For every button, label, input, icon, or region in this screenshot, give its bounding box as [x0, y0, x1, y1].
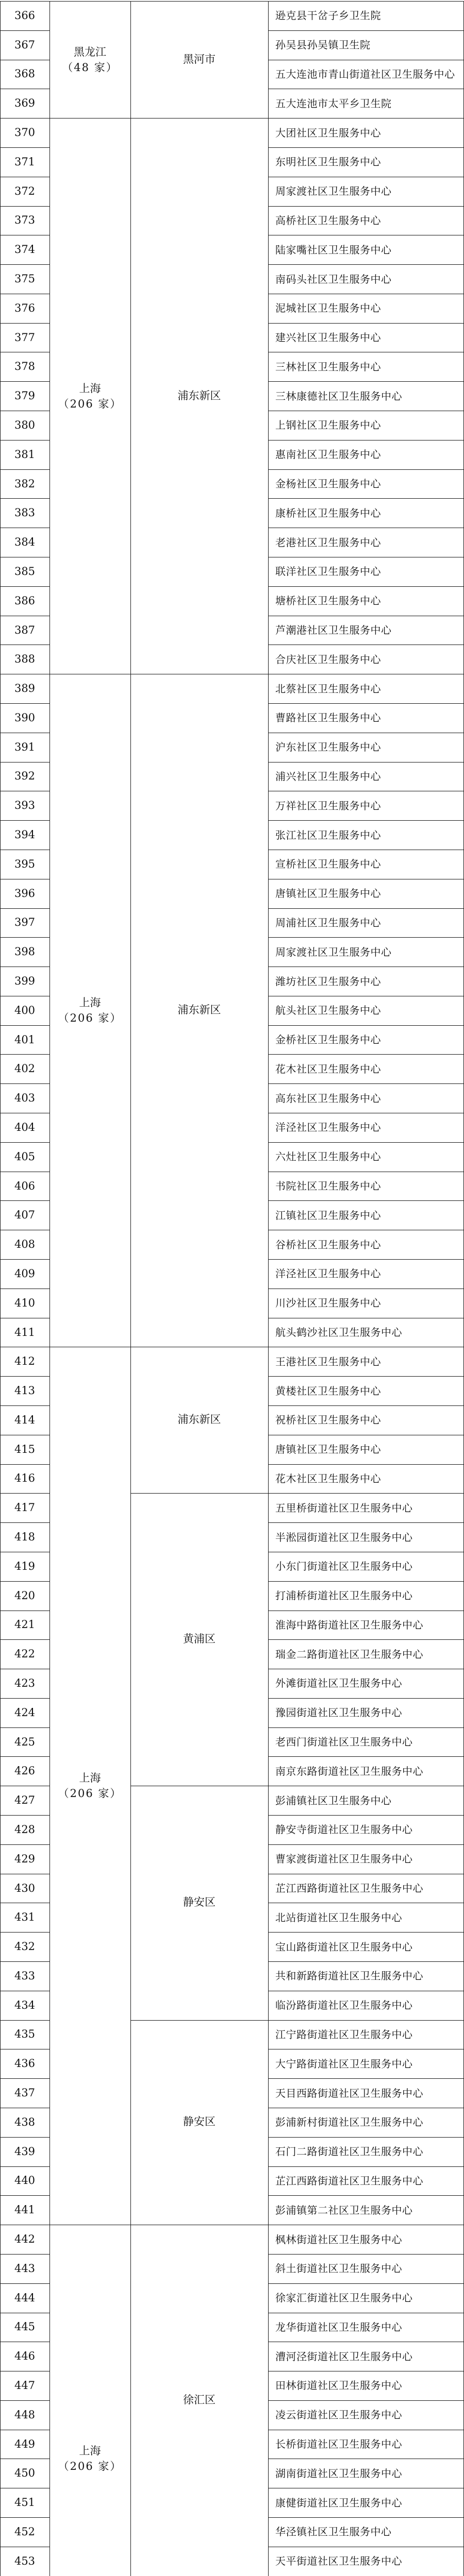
- row-rule-num: [0, 2254, 50, 2255]
- institution-name: 共和新路街道社区卫生服务中心: [275, 1970, 423, 1982]
- row-rule-name: [268, 1961, 464, 1962]
- row-number: 408: [14, 1238, 36, 1250]
- row-number: 398: [14, 945, 36, 958]
- row-rule-name: [268, 2195, 464, 2196]
- row-number: 382: [14, 478, 36, 490]
- institution-name: 惠南社区卫生服务中心: [275, 448, 381, 461]
- institution-name: 花木社区卫生服务中心: [275, 1063, 381, 1075]
- row-rule-num: [0, 1756, 50, 1757]
- institution-name: 天目西路街道社区卫生服务中心: [275, 2087, 423, 2099]
- row-rule-name: [268, 2020, 464, 2021]
- province-cell: [49, 44, 130, 76]
- row-rule-name: [268, 2078, 464, 2079]
- institution-name: 芷江西路街道社区卫生服务中心: [275, 1882, 423, 1894]
- institution-name: 浦兴社区卫生服务中心: [275, 770, 381, 783]
- province-count: （206 家）: [58, 1012, 122, 1025]
- row-number: 383: [14, 506, 36, 519]
- row-rule-num: [0, 1815, 50, 1816]
- row-rule-num: [0, 2137, 50, 2138]
- institution-name: 六灶社区卫生服务中心: [275, 1150, 381, 1163]
- row-rule-name: [268, 323, 464, 324]
- column-rule: [268, 118, 269, 674]
- column-rule: [0, 1347, 1, 2576]
- institution-name: 天平街道社区卫生服务中心: [275, 2555, 402, 2567]
- column-rule: [268, 1347, 269, 2576]
- row-rule-num: [0, 2517, 50, 2518]
- district-cell: 黄浦区: [183, 1633, 216, 1645]
- row-number: 380: [14, 419, 36, 431]
- province-rule: [49, 1, 131, 2]
- institution-name: 潍坊社区卫生服务中心: [275, 975, 381, 988]
- row-rule-num: [0, 1522, 50, 1523]
- institution-name: 三林康德社区卫生服务中心: [275, 390, 402, 402]
- row-number: 369: [14, 97, 36, 109]
- row-rule-num: [0, 1493, 50, 1494]
- institution-name: 小东门街道社区卫生服务中心: [275, 1560, 413, 1572]
- institution-name: 黄楼社区卫生服务中心: [275, 1385, 381, 1397]
- row-number: 375: [14, 273, 36, 285]
- institution-name: 洋泾社区卫生服务中心: [275, 1267, 381, 1280]
- institution-name: 沪东社区卫生服务中心: [275, 741, 381, 753]
- institution-name: 静安寺街道社区卫生服务中心: [275, 1823, 413, 1836]
- row-number: 401: [14, 1033, 36, 1046]
- row-number: 407: [14, 1209, 36, 1221]
- row-number: 371: [14, 156, 36, 168]
- institution-name: 江镇社区卫生服务中心: [275, 1209, 381, 1222]
- column-rule: [268, 674, 269, 1347]
- institution-name: 宝山路街道社区卫生服务中心: [275, 1941, 413, 1953]
- row-number: 392: [14, 770, 36, 782]
- row-rule-num: [0, 1054, 50, 1055]
- province-count: （206 家）: [58, 398, 122, 411]
- institution-name: 三林社区卫生服务中心: [275, 361, 381, 373]
- row-number: 447: [14, 2379, 36, 2392]
- row-number: 411: [14, 1326, 36, 1338]
- institution-name: 瑞金二路街道社区卫生服务中心: [275, 1648, 423, 1660]
- institution-name: 合庆社区卫生服务中心: [275, 653, 381, 666]
- row-number: 413: [14, 1384, 36, 1397]
- row-number: 450: [14, 2467, 36, 2479]
- institution-name: 上钢社区卫生服务中心: [275, 419, 381, 431]
- row-rule-name: [268, 381, 464, 382]
- row-number: 437: [14, 2087, 36, 2099]
- row-rule-num: [0, 1932, 50, 1933]
- institution-name: 孙吴县孙吴镇卫生院: [275, 39, 371, 51]
- row-rule-num: [0, 2283, 50, 2284]
- row-number: 419: [14, 1560, 36, 1572]
- institution-name: 金杨社区卫生服务中心: [275, 478, 381, 490]
- province-name: 上海: [79, 2445, 101, 2457]
- institution-name: 泥城社区卫生服务中心: [275, 302, 381, 314]
- row-rule-name: [268, 1932, 464, 1933]
- row-number: 435: [14, 2028, 36, 2040]
- row-rule-num: [0, 1581, 50, 1582]
- row-number: 445: [14, 2320, 36, 2333]
- row-number: 403: [14, 1092, 36, 1104]
- row-number: 420: [14, 1589, 36, 1602]
- institution-name: 芦潮港社区卫生服务中心: [275, 624, 392, 636]
- institution-name: 张江社区卫生服务中心: [275, 829, 381, 841]
- institution-name: 康桥社区卫生服务中心: [275, 507, 381, 519]
- row-rule-num: [0, 1464, 50, 1465]
- row-rule-num: [0, 1200, 50, 1201]
- row-rule-name: [268, 820, 464, 821]
- row-rule-num: [0, 2020, 50, 2021]
- institution-name: 祝桥社区卫生服务中心: [275, 1414, 381, 1426]
- institution-name: 联洋社区卫生服务中心: [275, 565, 381, 578]
- row-rule-name: [268, 586, 464, 587]
- institution-name: 南码头社区卫生服务中心: [275, 273, 392, 285]
- institution-name: 唐镇社区卫生服务中心: [275, 1443, 381, 1455]
- district-cell: 浦东新区: [177, 389, 221, 402]
- district-cell: 静安区: [183, 2115, 216, 2128]
- institution-name: 曹路社区卫生服务中心: [275, 711, 381, 724]
- row-rule-num: [0, 1639, 50, 1640]
- row-rule-name: [268, 703, 464, 704]
- row-number: 438: [14, 2116, 36, 2128]
- row-number: 421: [14, 1618, 36, 1631]
- row-rule-name: [268, 30, 464, 31]
- row-rule-name: [268, 1727, 464, 1728]
- institution-name: 东明社区卫生服务中心: [275, 156, 381, 168]
- institution-name: 康健街道社区卫生服务中心: [275, 2497, 402, 2509]
- institution-name: 芷江西路街道社区卫生服务中心: [275, 2175, 423, 2187]
- row-number: 399: [14, 975, 36, 987]
- row-rule-num: [0, 1142, 50, 1143]
- row-number: 412: [14, 1355, 36, 1367]
- row-number: 417: [14, 1501, 36, 1514]
- institution-name: 万祥社区卫生服务中心: [275, 800, 381, 812]
- institution-name: 北站街道社区卫生服务中心: [275, 1911, 402, 1924]
- row-number: 442: [14, 2233, 36, 2245]
- row-number: 386: [14, 595, 36, 607]
- row-number: 385: [14, 565, 36, 578]
- row-number: 397: [14, 916, 36, 928]
- row-rule-name: [268, 1639, 464, 1640]
- institution-name: 大宁路街道社区卫生服务中心: [275, 2058, 413, 2070]
- row-number: 418: [14, 1531, 36, 1543]
- institution-name: 王港社区卫生服务中心: [275, 1355, 381, 1368]
- row-number: 453: [14, 2555, 36, 2567]
- institution-name: 塘桥社区卫生服务中心: [275, 595, 381, 607]
- row-number: 434: [14, 1999, 36, 2011]
- institution-name: 高桥社区卫生服务中心: [275, 214, 381, 227]
- row-rule-num: [0, 206, 50, 207]
- row-rule-num: [0, 908, 50, 909]
- row-rule-name: [268, 1581, 464, 1582]
- row-rule-num: [0, 381, 50, 382]
- row-number: 395: [14, 858, 36, 870]
- row-number: 439: [14, 2145, 36, 2158]
- row-rule-name: [268, 1464, 464, 1465]
- institution-name: 航头鹤沙社区卫生服务中心: [275, 1326, 402, 1338]
- row-rule-name: [268, 1376, 464, 1377]
- row-rule-name: [268, 1025, 464, 1026]
- row-rule-name: [268, 1405, 464, 1406]
- institution-name: 华泾镇社区卫生服务中心: [275, 2526, 392, 2538]
- row-rule-name: [268, 2137, 464, 2138]
- institution-name: 宣桥社区卫生服务中心: [275, 858, 381, 870]
- row-rule-name: [268, 1054, 464, 1055]
- row-number: 422: [14, 1648, 36, 1660]
- institution-name: 长桥街道社区卫生服务中心: [275, 2438, 402, 2450]
- row-rule-num: [0, 469, 50, 470]
- province-name: 黑龙江: [74, 46, 106, 58]
- province-count: （206 家）: [58, 2460, 122, 2473]
- institution-name: 斜土街道社区卫生服务中心: [275, 2262, 402, 2275]
- row-rule-name: [268, 2166, 464, 2167]
- row-rule-name: [268, 147, 464, 148]
- district-rule: [130, 1493, 269, 1494]
- row-rule-num: [0, 937, 50, 938]
- institution-name: 彭浦新村街道社区卫生服务中心: [275, 2116, 423, 2128]
- row-rule-num: [0, 1727, 50, 1728]
- column-rule: [49, 1347, 50, 2576]
- row-number: 374: [14, 243, 36, 256]
- institution-name: 老港社区卫生服务中心: [275, 536, 381, 549]
- row-number: 381: [14, 448, 36, 461]
- institution-name: 周浦社区卫生服务中心: [275, 917, 381, 929]
- row-rule-num: [0, 30, 50, 31]
- row-rule-name: [268, 498, 464, 499]
- district-cell: 静安区: [183, 1896, 216, 1908]
- row-number: 370: [14, 126, 36, 139]
- institution-name: 曹家渡街道社区卫生服务中心: [275, 1853, 413, 1865]
- row-number: 416: [14, 1472, 36, 1484]
- row-number: 366: [14, 9, 36, 22]
- row-number: 443: [14, 2262, 36, 2275]
- row-rule-name: [268, 2254, 464, 2255]
- row-rule-num: [0, 2400, 50, 2401]
- row-rule-name: [268, 1522, 464, 1523]
- district-cell: 黑河市: [183, 53, 216, 65]
- column-rule: [268, 1, 269, 118]
- institution-name: 老西门街道社区卫生服务中心: [275, 1736, 413, 1748]
- row-number: 378: [14, 360, 36, 372]
- row-rule-name: [268, 908, 464, 909]
- row-number: 388: [14, 653, 36, 665]
- row-rule-name: [268, 2517, 464, 2518]
- institution-name: 南京东路街道社区卫生服务中心: [275, 1765, 423, 1777]
- row-rule-num: [0, 2166, 50, 2167]
- institution-name: 豫园街道社区卫生服务中心: [275, 1706, 402, 1719]
- row-number: 440: [14, 2174, 36, 2187]
- row-number: 405: [14, 1150, 36, 1163]
- row-number: 415: [14, 1443, 36, 1455]
- row-number: 406: [14, 1180, 36, 1192]
- institution-name: 石门二路街道社区卫生服务中心: [275, 2145, 423, 2158]
- row-number: 444: [14, 2292, 36, 2304]
- row-rule-name: [268, 1493, 464, 1494]
- row-number: 384: [14, 536, 36, 548]
- institution-name: 谷桥社区卫生服务中心: [275, 1239, 381, 1251]
- row-rule-name: [268, 1815, 464, 1816]
- row-number: 430: [14, 1882, 36, 1894]
- row-number: 425: [14, 1736, 36, 1748]
- row-number: 448: [14, 2409, 36, 2421]
- district-cell: 浦东新区: [177, 1413, 221, 1426]
- row-rule-num: [0, 820, 50, 821]
- row-rule-num: [0, 1259, 50, 1260]
- institution-name: 田林街道社区卫生服务中心: [275, 2379, 402, 2392]
- row-number: 393: [14, 799, 36, 811]
- institution-name: 书院社区卫生服务中心: [275, 1180, 381, 1192]
- row-number: 379: [14, 389, 36, 402]
- row-rule-name: [268, 1083, 464, 1084]
- row-number: 404: [14, 1121, 36, 1133]
- row-rule-name: [268, 1, 464, 2]
- row-number: 402: [14, 1062, 36, 1075]
- institution-name: 打浦桥街道社区卫生服务中心: [275, 1589, 413, 1602]
- institution-name: 江宁路街道社区卫生服务中心: [275, 2028, 413, 2041]
- row-rule-name: [268, 1200, 464, 1201]
- row-rule-num: [0, 2195, 50, 2196]
- institution-name: 北蔡社区卫生服务中心: [275, 683, 381, 695]
- row-number: 414: [14, 1414, 36, 1426]
- row-number: 429: [14, 1853, 36, 1865]
- row-number: 436: [14, 2057, 36, 2070]
- row-rule-num: [0, 586, 50, 587]
- institution-name: 建兴社区卫生服务中心: [275, 331, 381, 344]
- province-name: 上海: [79, 996, 101, 1009]
- row-rule-num: [0, 2078, 50, 2079]
- row-rule-name: [268, 1142, 464, 1143]
- row-number: 368: [14, 67, 36, 80]
- row-rule-name: [268, 2283, 464, 2284]
- row-number: 433: [14, 1970, 36, 1982]
- row-rule-num: [0, 1405, 50, 1406]
- institution-name: 彭浦镇社区卫生服务中心: [275, 1794, 392, 1807]
- row-number: 427: [14, 1794, 36, 1806]
- institution-name: 高东社区卫生服务中心: [275, 1092, 381, 1105]
- institution-name: 外滩街道社区卫生服务中心: [275, 1677, 402, 1689]
- institution-name: 逊克县干岔子乡卫生院: [275, 9, 381, 22]
- institution-name: 陆家嘴社区卫生服务中心: [275, 244, 392, 256]
- row-rule-name: [268, 1259, 464, 1260]
- row-rule-num: [0, 703, 50, 704]
- row-number: 423: [14, 1677, 36, 1689]
- row-number: 451: [14, 2496, 36, 2509]
- province-count: （206 家）: [58, 1787, 122, 1800]
- row-rule-num: [0, 147, 50, 148]
- row-number: 426: [14, 1765, 36, 1777]
- row-number: 428: [14, 1823, 36, 1836]
- institution-name: 临汾路街道社区卫生服务中心: [275, 1999, 413, 2011]
- row-rule-name: [268, 469, 464, 470]
- row-rule-name: [268, 1844, 464, 1845]
- institution-name: 龙华街道社区卫生服务中心: [275, 2321, 402, 2333]
- row-number: 410: [14, 1297, 36, 1309]
- column-rule: [130, 1347, 131, 2576]
- row-rule-name: [268, 206, 464, 207]
- institution-name: 漕河泾街道社区卫生服务中心: [275, 2350, 413, 2363]
- row-number: 387: [14, 624, 36, 636]
- institution-name: 唐镇社区卫生服务中心: [275, 887, 381, 900]
- institution-name: 湖南街道社区卫生服务中心: [275, 2467, 402, 2480]
- row-number: 394: [14, 828, 36, 841]
- row-rule-num: [0, 1376, 50, 1377]
- institution-name: 花木社区卫生服务中心: [275, 1472, 381, 1485]
- row-number: 376: [14, 302, 36, 314]
- institution-name: 周家渡社区卫生服务中心: [275, 185, 392, 197]
- institution-name: 五大连池市青山街道社区卫生服务中心: [275, 68, 455, 80]
- district-rule: [130, 2020, 269, 2021]
- institution-name: 枫林街道社区卫生服务中心: [275, 2233, 402, 2246]
- institution-name: 金桥社区卫生服务中心: [275, 1033, 381, 1046]
- institution-name: 洋泾社区卫生服务中心: [275, 1121, 381, 1133]
- row-rule-name: [268, 2400, 464, 2401]
- row-rule-name: [268, 1756, 464, 1757]
- row-rule-name: [268, 1698, 464, 1699]
- institution-name: 五大连池市太平乡卫生院: [275, 97, 392, 110]
- row-number: 431: [14, 1911, 36, 1923]
- row-rule-num: [0, 498, 50, 499]
- row-number: 446: [14, 2350, 36, 2362]
- row-number: 367: [14, 39, 36, 51]
- row-rule-num: [0, 323, 50, 324]
- district-cell: 徐汇区: [183, 2394, 216, 2406]
- institution-name: 彭浦镇第二社区卫生服务中心: [275, 2204, 413, 2216]
- district-cell: 浦东新区: [177, 1004, 221, 1016]
- row-rule-num: [0, 1961, 50, 1962]
- row-number: 390: [14, 711, 36, 724]
- province-cell: [49, 995, 130, 1026]
- row-number: 391: [14, 741, 36, 753]
- institution-name: 淮海中路街道社区卫生服务中心: [275, 1619, 423, 1631]
- row-rule-num: [0, 1083, 50, 1084]
- province-name: 上海: [79, 382, 101, 395]
- row-number: 432: [14, 1940, 36, 1953]
- institution-name: 大团社区卫生服务中心: [275, 127, 381, 139]
- row-number: 389: [14, 682, 36, 694]
- row-number: 409: [14, 1267, 36, 1280]
- row-rule-num: [0, 264, 50, 265]
- institution-name: 川沙社区卫生服务中心: [275, 1297, 381, 1309]
- row-rule-name: [268, 264, 464, 265]
- institution-name: 周家渡社区卫生服务中心: [275, 946, 392, 958]
- row-rule-num: [0, 1, 50, 2]
- row-rule-num: [0, 1698, 50, 1699]
- institution-name: 徐家汇街道社区卫生服务中心: [275, 2292, 413, 2304]
- district-rule: [130, 1, 269, 2]
- row-rule-name: [268, 937, 464, 938]
- province-cell: [49, 2443, 130, 2475]
- institution-name: 五里桥街道社区卫生服务中心: [275, 1502, 413, 1514]
- institution-name: 凌云街道社区卫生服务中心: [275, 2409, 402, 2421]
- row-number: 424: [14, 1706, 36, 1719]
- row-number: 396: [14, 887, 36, 900]
- province-cell: [49, 381, 130, 412]
- province-count: （48 家）: [62, 61, 118, 74]
- row-rule-num: [0, 1025, 50, 1026]
- row-number: 400: [14, 1004, 36, 1016]
- province-cell: [49, 1770, 130, 1802]
- row-number: 452: [14, 2526, 36, 2538]
- row-rule-num: [0, 1844, 50, 1845]
- row-number: 373: [14, 214, 36, 226]
- row-number: 377: [14, 331, 36, 344]
- row-number: 449: [14, 2438, 36, 2450]
- institution-name: 航头社区卫生服务中心: [275, 1004, 381, 1016]
- row-number: 441: [14, 2204, 36, 2216]
- row-number: 372: [14, 185, 36, 197]
- institution-name: 半淞园街道社区卫生服务中心: [275, 1531, 413, 1544]
- province-name: 上海: [79, 1772, 101, 1784]
